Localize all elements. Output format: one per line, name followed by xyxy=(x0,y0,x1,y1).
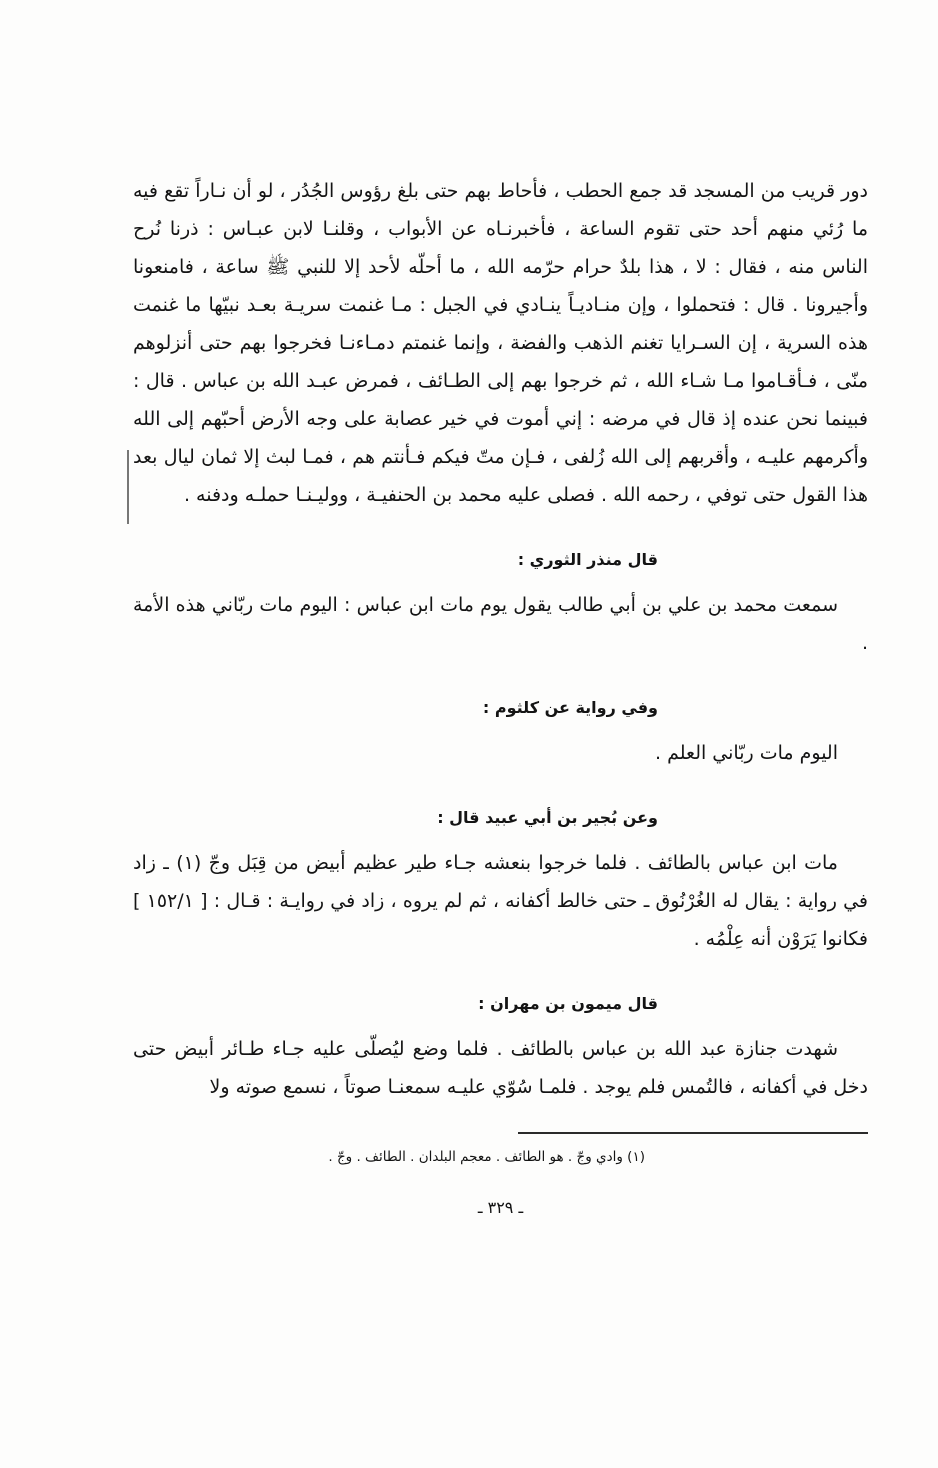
body-paragraph: دور قريب من المسجد قد جمع الحطب ، فأحاط بهم حتى بلغ رؤوس الجُدُر ، لو أن نـاراً تقع فيه ما رُئي منهم أحد حتى تقوم الساعة ، فأخبرنـاه عن الأبواب ، وقلنـا لابن عبـاس : ذرنا نُرح الناس منه ، فقال : لا ، هذا بلدٌ حرام حرّمه الله ، ما أحلّه لأحد إلا للنبي ﷺ ساعة ، فامنعونا وأجيرونا . قال : فتحملوا ، وإن منـاديـاً ينـادي في الجبل : مـا غنمت سريـة بعـد نبيّها ما غنمت هذه السرية ، إن السـرايا تغنم الذهب والفضة ، وإنما غنمتم دمـاءنـا فخرجوا بهم حتى أنزلوهم منّى ، فـأقـاموا مـا شـاء الله ، ثم خرجوا بهم إلى الطـائف ، فمرض عبـد الله بن عباس . قال : فبينما نحن عنده إذ قال في مرضه : إني أموت في خير عصابة على وجه الأرض أحبّهم إلى الله وأكرمهم عليـه ، وأقربهم إلى الله زُلفى ، فـإن متّ فيكم فـأنتم هم ، فمـا لبث إلا ثمان ليال بعد هذا القول حتى توفي ، رحمه الله . فصلى عليه محمد بن الحنفيـة ، ووليـنـا حملـه ودفنه . xyxy=(133,180,868,506)
footnote-area xyxy=(133,1132,868,1168)
section-heading: قال ميمون بن مهران : xyxy=(478,994,658,1013)
footnote-separator xyxy=(518,1132,868,1134)
footnote-text: (١) وادي وجّ . هو الطائف . معجم البلدان . الطائف . وجّ . xyxy=(328,1149,645,1165)
main-text-block xyxy=(133,172,868,1217)
section-heading: وفي رواية عن كلثوم : xyxy=(482,698,658,717)
body-paragraph: شهدت جنازة عبد الله بن عباس بالطائف . فلما وضع ليُصلّى عليه جـاء طـائر أبيض حتى دخل في أكفانه ، فالتُمس فلم يوجد . فلمـا سُوّي عليـه سمعنـا صوتاً ، نسمع صوته ولا xyxy=(133,1038,868,1098)
body-paragraph: مات ابن عباس بالطائف . فلما خرجوا بنعشه جـاء طير عظيم أبيض من قِبَل وجّ (١) ـ زاد في رواية : يقال له الغُرْنُوق ـ حتى خالط أكفانه ، ثم لم يروه ، زاد في روايـة : قـال : [ ١٥٢/١ ] فكانوا يَرَوْن أنه عِلْمُه . xyxy=(133,852,869,950)
page-number: ـ ٣٢٩ ـ xyxy=(477,1198,524,1217)
body-paragraph: اليوم مات ربّاني العلم . xyxy=(655,742,838,764)
scan-artifact-line xyxy=(127,450,129,524)
section-heading: قال منذر الثوري : xyxy=(517,550,658,569)
body-paragraph: سمعت محمد بن علي بن أبي طالب يقول يوم مات ابن عباس : اليوم مات ربّاني هذه الأمة . xyxy=(133,594,868,654)
section-heading: وعن بُجير بن أبي عبيد قال : xyxy=(437,808,658,827)
